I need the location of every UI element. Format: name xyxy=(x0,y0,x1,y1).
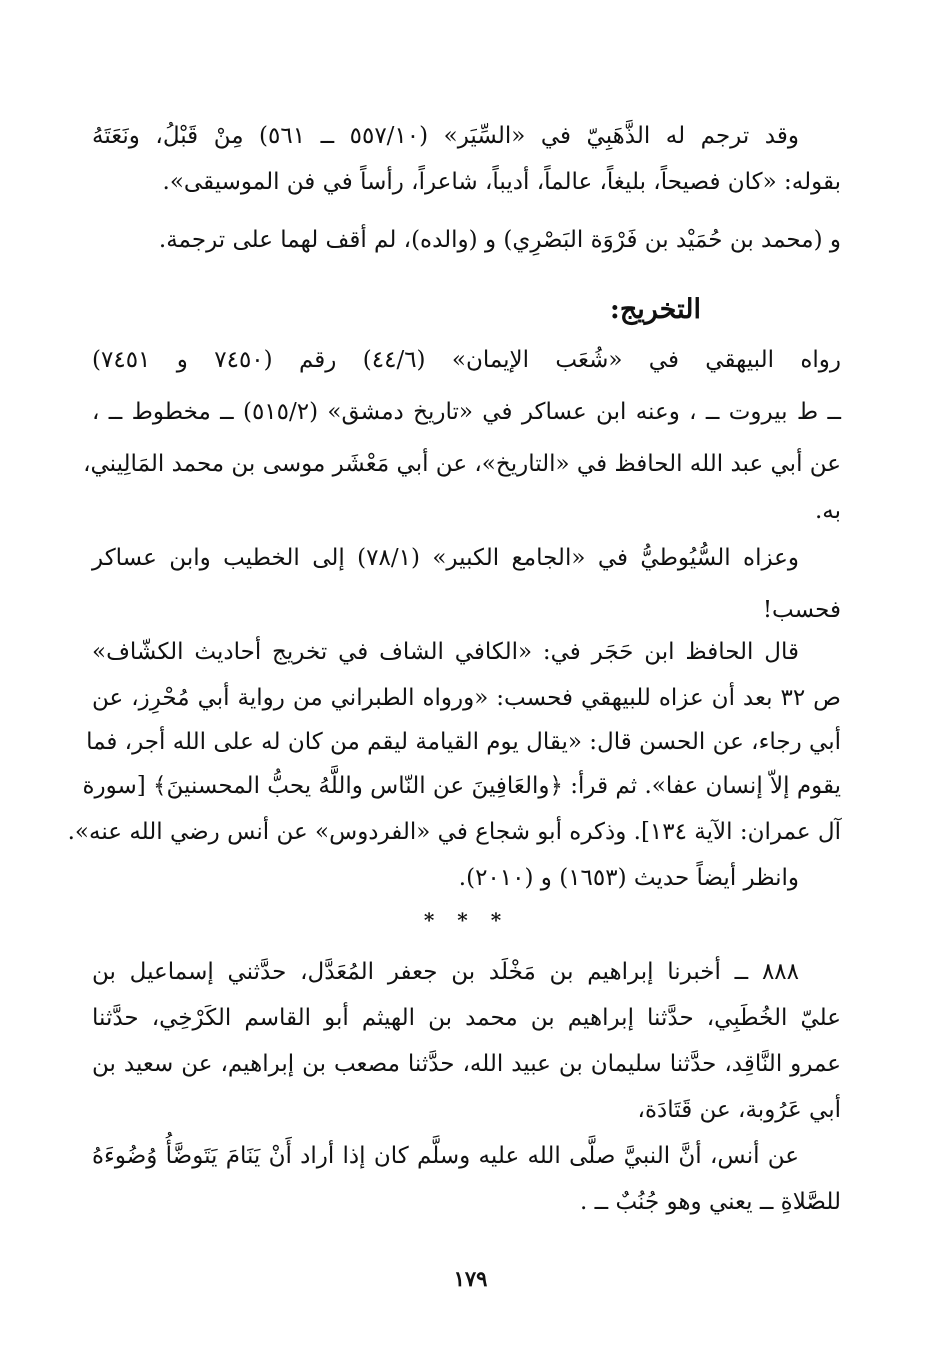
text-line: و (محمد بن حُمَيْد بن فَرْوَة البَصْرِي) و (والده)، لم أقف لهما على ترجمة. xyxy=(158,227,841,253)
text-line: وقد ترجم له الذَّهَبِيّ في «السِّيَر» (٥٥٧/١٠ ــ ٥٦١) مِنْ قَبْلُ، ونَعَتَهُ xyxy=(92,123,799,149)
text-line: ص ٣٢ بعد أن عزاه للبيهقي فحسب: «ورواه الطبراني من رواية أبي مُحْرِز، عن xyxy=(92,685,841,711)
text-line: عن أنس، أنَّ النبيَّ صلَّى الله عليه وسلَّم كان إذا أراد أَنْ يَنَامَ يَتَوضَّأُ وُضُوءَهُ xyxy=(92,1143,799,1169)
text-line: أبي رجاء، عن الحسن قال: «يقال يوم القيامة ليقم من كان له على الله أجر، فما xyxy=(86,729,841,755)
text-line: قال الحافظ ابن حَجَر في: «الكافي الشاف في تخريج أحاديث الكشّاف» xyxy=(92,639,799,665)
text-line: فحسب! xyxy=(762,597,841,623)
text-line: عليّ الخُطَبِي، حدَّثنا إبراهيم بن محمد بن الهيثم أبو القاسم الكَرْخِي، حدَّثنا xyxy=(92,1005,841,1031)
text-line: بقوله: «كان فصيحاً، بليغاً، عالماً، أديباً، شاعراً، رأساً في فن الموسيقى». xyxy=(162,169,841,195)
text-line: يقوم إلاّ إنسان عفا». ثم قرأ: ﴿والعَافِينَ عن النّاس واللَّهُ يحبُّ المحسنينَ﴾ [سورة xyxy=(82,773,841,799)
text-line: وانظر أيضاً حديث (١٦٥٣) و (٢٠١٠). xyxy=(458,865,799,891)
text-line: ٨٨٨ ــ أخبرنا إبراهيم بن مَخْلَد بن جعفر المُعَدَّل، حدَّثني إسماعيل بن xyxy=(92,959,799,985)
text-line: عمرو النَّاقِد، حدَّثنا سليمان بن عبيد الله، حدَّثنا مصعب بن إبراهيم، عن سعيد بن xyxy=(92,1051,841,1077)
page-number: ١٧٩ xyxy=(453,1266,488,1291)
text-line: آل عمران: الآية ١٣٤]. وذكره أبو شجاع في «الفردوس» عن أنس رضي الله عنه». xyxy=(67,819,841,845)
text-line: ــ ط بيروت ــ ، وعنه ابن عساكر في «تاريخ دمشق» (٥١٥/٢) ــ مخطوط ــ ، xyxy=(92,399,841,425)
section-heading-takhrij: التخريج: xyxy=(609,294,701,325)
text-line: للصَّلاةِ ــ يعني وهو جُنُبٌ ــ . xyxy=(580,1189,841,1215)
text-line: به. xyxy=(814,498,841,524)
text-line: أبي عَرُوبة، عن قَتَادَة، xyxy=(637,1097,841,1123)
text-line: رواه البيهقي في «شُعَب الإيمان» (٤٤/٦) رقم (٧٤٥٠ و ٧٤٥١) xyxy=(92,347,842,373)
text-line: وعزاه السُّيُوطيُّ في «الجامع الكبير» (٧٨/١) إلى الخطيب وابن عساكر xyxy=(92,545,800,571)
text-line: عن أبي عبد الله الحافظ في «التاريخ»، عن أبي مَعْشَر موسى بن محمد المَالِيني، xyxy=(83,451,841,477)
section-separator: * * * xyxy=(423,908,510,932)
